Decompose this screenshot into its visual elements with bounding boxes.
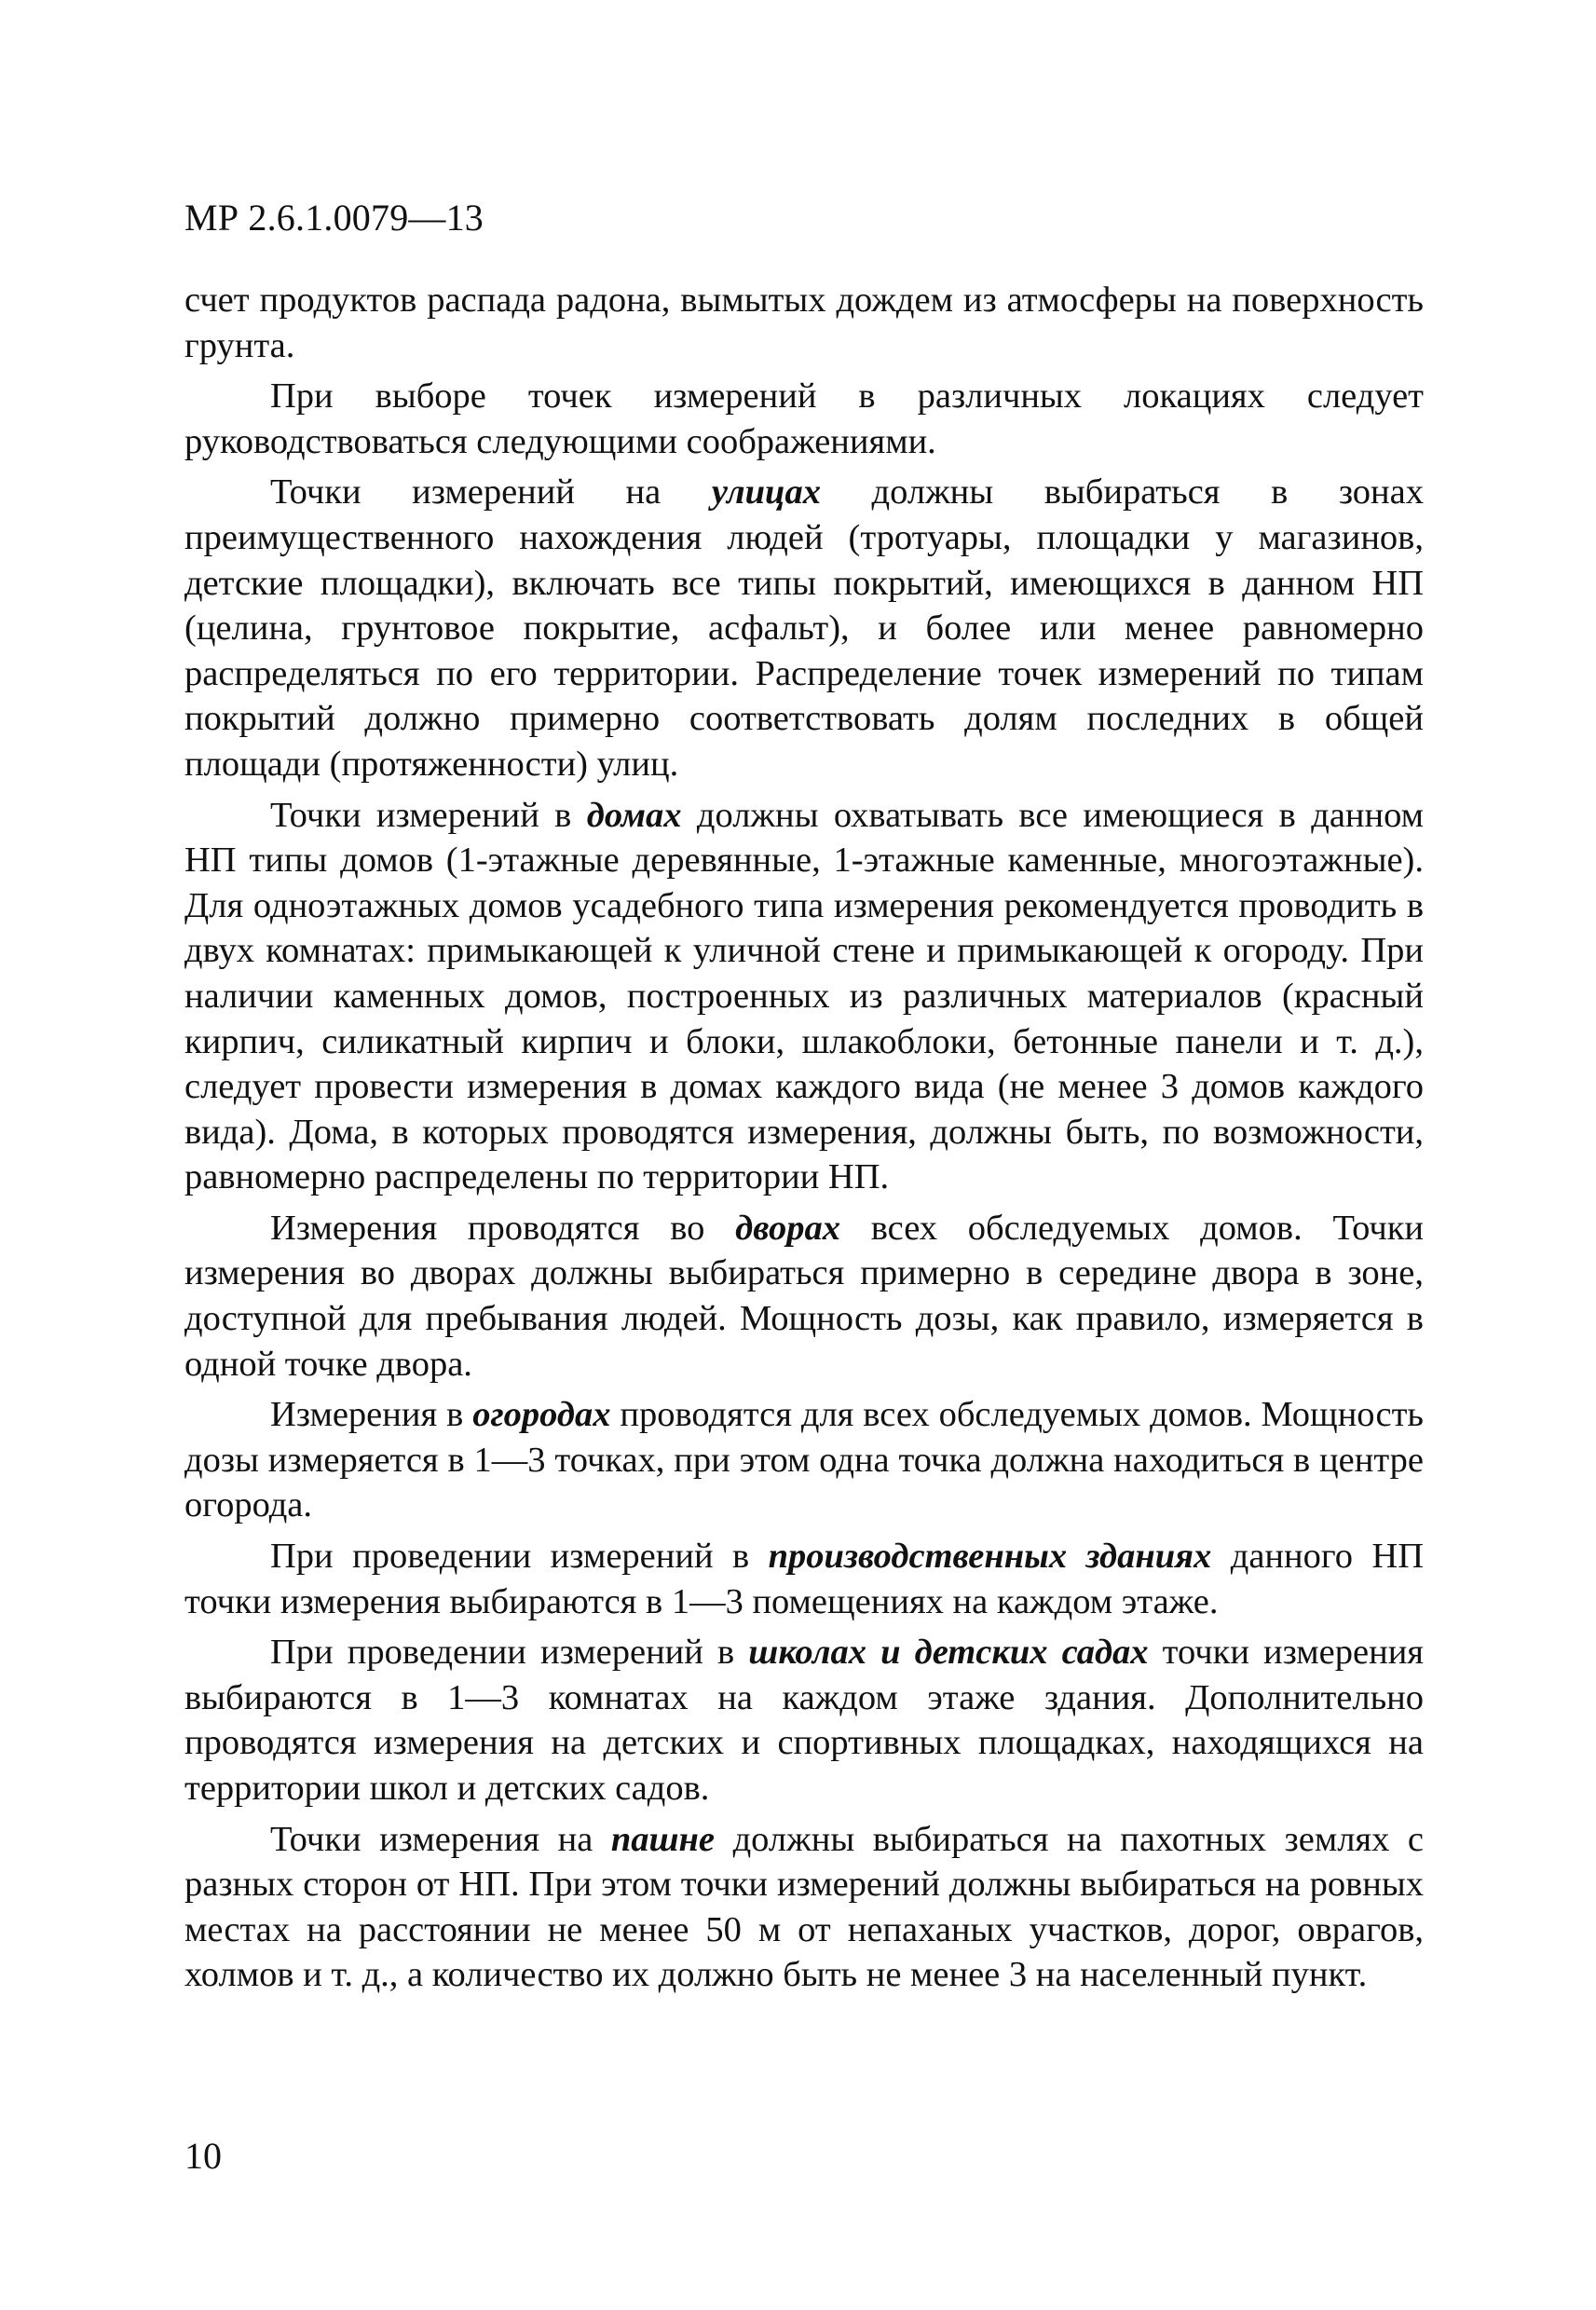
emphasis-term: огородах [472, 1395, 611, 1435]
emphasis-term: улицах [711, 472, 821, 513]
paragraph-text: Измерения в [270, 1395, 473, 1435]
paragraph-text: должны охватывать все имеющиеся в данном НП типы домов (1-этажные деревянные, 1-этажные каменные, многоэтажные). Для одноэтажных домов усадебного типа измерения рекомендуется проводить в двух комнатах: примыкающей к уличной стене и примыкающей к огороду. При наличии каменных домов, построенных из различных материалов (красный кирпич, силикатный кирпич и блоки, шлакоблоки, бетонные панели и т. д.), следует провести измерения в домах каждого вида (не менее 3 домов каждого вида). Дома, в которых проводятся измерения, должны быть, по возможности, равномерно распределены по территории НП. [184, 795, 1424, 1197]
paragraph-gardens [184, 1392, 1424, 1528]
paragraph [184, 278, 1424, 368]
paragraph-text: счет продуктов распада радона, вымытых дождем из атмосферы на поверхность грунта. [184, 280, 1424, 365]
paragraph-text: проводятся для всех обследуемых домов. Мощность дозы измеряется в 1—3 точках, при этом одна точка должна находиться в центре огорода. [184, 1395, 1424, 1525]
paragraph-text: Точки измерений на [270, 472, 712, 513]
paragraph-text: Точки измерений в [270, 795, 587, 835]
page-number: 10 [184, 2135, 222, 2177]
emphasis-term: домах [586, 795, 682, 835]
paragraph-text: При выборе точек измерений в различных локациях следует руководствоваться следующими соображениями. [184, 376, 1424, 461]
paragraph-text: должны выбираться в зонах преимущественного нахождения людей (тротуары, площадки у магазинов, детские площадки), включать все типы покрытий, имеющихся в данном НП (целина, грунтовое покрытие, асфальт), и более или менее равномерно распределяться по его территории. Распределение точек измерений по типам покрытий должно примерно соответствовать долям последних в общей площади (протяженности) улиц. [184, 472, 1424, 784]
emphasis-term: производственных зданиях [768, 1537, 1212, 1577]
paragraph-yards [184, 1206, 1424, 1387]
paragraph-text: всех обследуемых домов. Точки измерения во дворах должны выбираться примерно в середине двора в зоне, доступной для пребывания людей. Мощность дозы, как правило, измеряется в одной точке двора. [184, 1208, 1425, 1384]
paragraph-text: При проведении измерений в [270, 1537, 769, 1577]
paragraph-streets [184, 470, 1424, 786]
paragraph-text: данного НП точки измерения выбираются в 1—3 помещениях на каждом этаже. [184, 1537, 1425, 1621]
emphasis-term: дворах [735, 1208, 840, 1248]
paragraph-text: точки измерения выбираются в 1—3 комнатах на каждом этаже здания. Дополнительно проводятся измерения на детских и спортивных площадках, находящихся на территории школ и детских садов. [184, 1633, 1425, 1808]
paragraph-text: Измерения проводятся во [270, 1208, 736, 1248]
paragraph-industrial [184, 1534, 1424, 1624]
paragraph-text: При проведении измерений в [270, 1633, 749, 1673]
body-text [184, 278, 1424, 2003]
paragraph-houses [184, 793, 1424, 1200]
emphasis-term: школах и детских садах [748, 1633, 1149, 1673]
paragraph-schools [184, 1630, 1424, 1811]
paragraph [184, 374, 1424, 464]
paragraph-text: Точки измерения на [270, 1819, 611, 1859]
document-code: МР 2.6.1.0079—13 [184, 197, 484, 239]
emphasis-term: пашне [610, 1819, 716, 1859]
paragraph-arable [184, 1817, 1424, 1998]
paragraph-text: должны выбираться на пахотных землях с разных сторон от НП. При этом точки измерений должны выбираться на ровных местах на расстоянии не менее 50 м от непаханых участков, дорог, оврагов, холмов и т. д., а количество их должно быть не менее 3 на населенный пункт. [184, 1819, 1424, 1995]
